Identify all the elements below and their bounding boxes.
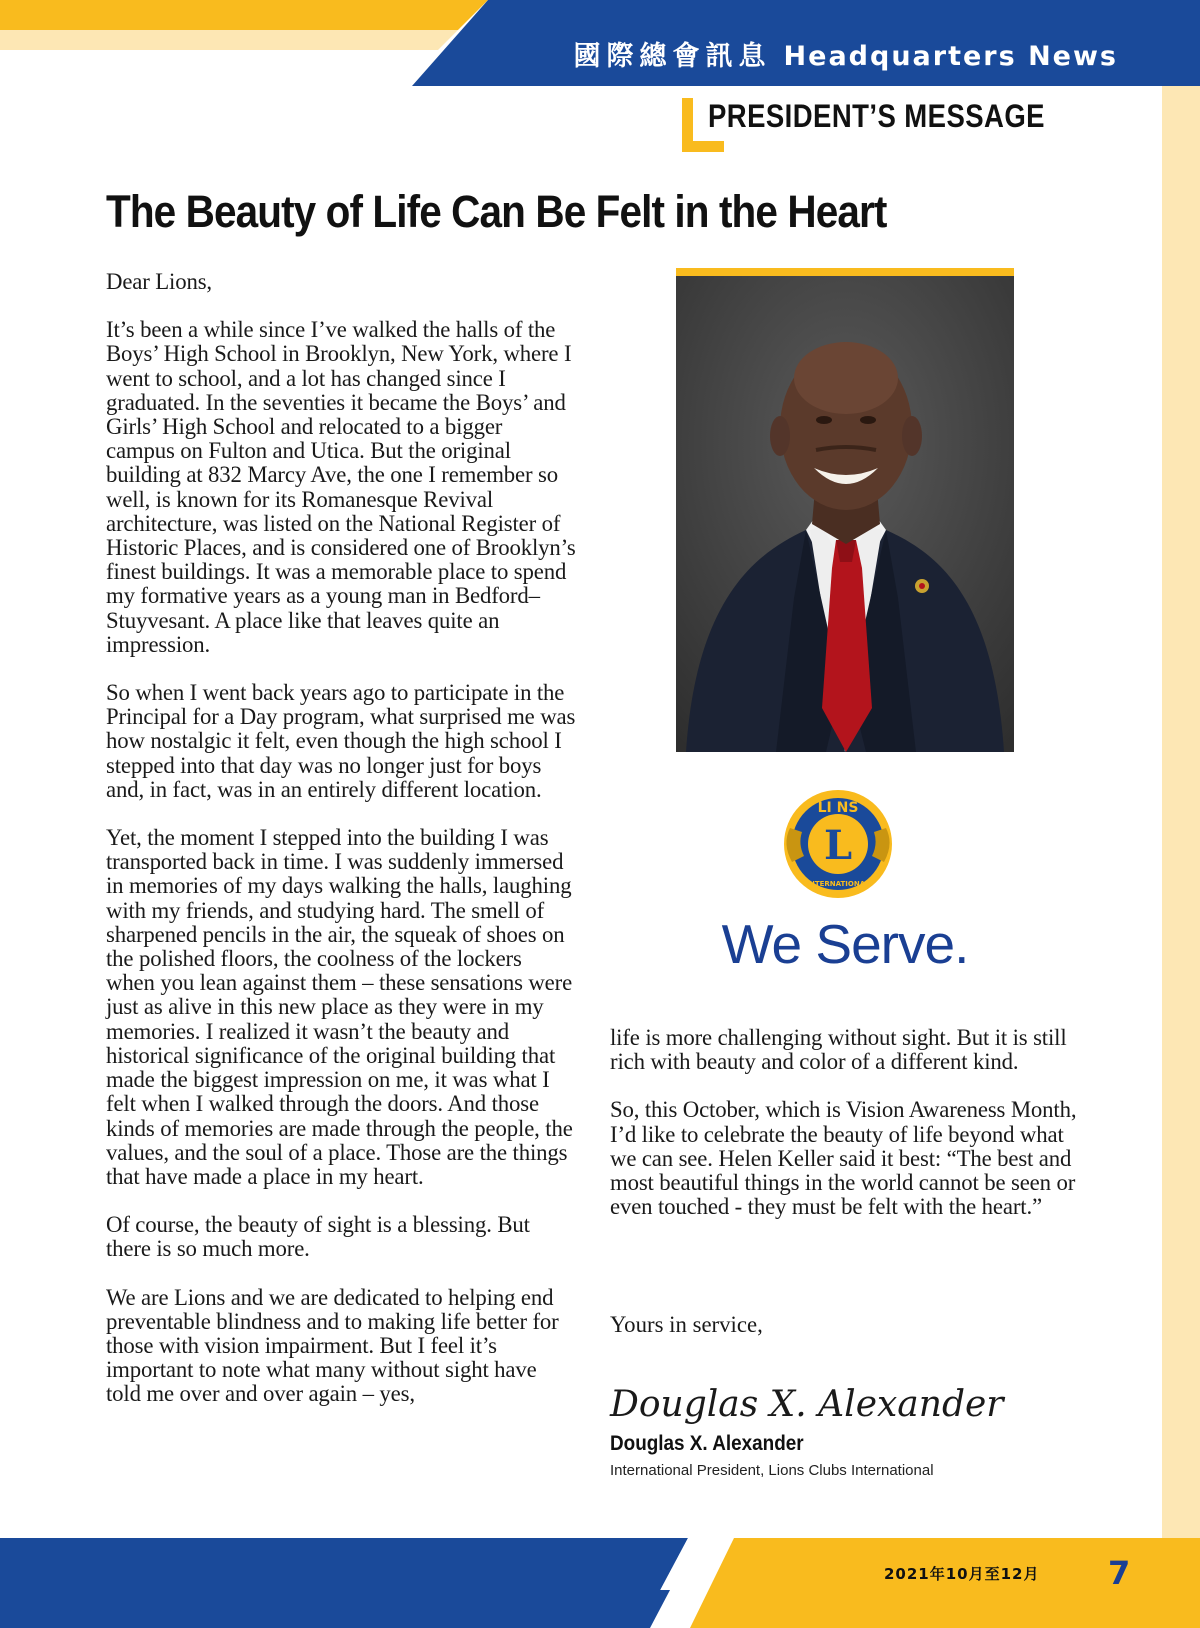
logo-ring-top: LI NS xyxy=(817,800,859,816)
paragraph: Yet, the moment I stepped into the building I was transported back in time. I was suddenly immersed in memories of my days walking the halls, laughing with my friends, and studying hard. The smell of sharpened pencils in the air, the squeak of shoes on the polished floors, the coolness of the lockers when you lean against them – these sensations were just as alive in this new place as they were in my memories. I realized it wasn’t the beauty and historical significance of the original building that made the biggest impression on me, it was what I felt when I walked through the doors. And those kinds of memories are made through the people, the values, and the soul of a place. Those are the things that have made a place in my heart. xyxy=(106,825,573,1189)
header-title-chinese: 國際總會訊息 xyxy=(573,41,772,72)
paragraph: We are Lions and we are dedicated to helping end preventable blindness and to making life better for those with vision impairment. But I feel it’s important to note what many without sight have told me over and over again – yes, xyxy=(106,1284,559,1407)
paragraph: Of course, the beauty of sight is a blessing. But there is so much more. xyxy=(106,1212,530,1262)
paragraph: It’s been a while since I’ve walked the halls of the Boys’ High School in Brooklyn, New York, where I went to school, and a lot has changed since I graduated. In the seventies it became the Boys’ and Girls’ High School and relocated to a bigger campus on Fulton and Utica. But the original building at 832 Marcy Ave, the one I remember so well, is known for its Romanesque Revival architecture, was listed on the National Register of Historic Places, and is considered one of Brooklyn’s finest buildings. It was a memorable place to spend my formative years as a young man in Bedford–Stuyvesant. A place like that leaves quite an impression. xyxy=(106,317,576,657)
signer-title: International President, Lions Clubs International xyxy=(610,1462,934,1479)
signer-name: Douglas X. Alexander xyxy=(610,1432,804,1455)
salutation: Dear Lions, xyxy=(106,269,212,294)
section-label: PRESIDENT’S MESSAGE xyxy=(708,98,1045,134)
we-serve-slogan: We Serve. xyxy=(721,913,969,975)
right-margin-strip xyxy=(1162,86,1200,1548)
closing-line: Yours in service, xyxy=(610,1312,763,1337)
issue-date: 2021年10月至12月 xyxy=(884,1565,1040,1583)
signature-text: Douglas X. Alexander xyxy=(610,1384,1004,1425)
article-left-column xyxy=(106,270,576,1431)
portrait-photo xyxy=(676,268,1014,752)
paragraph: life is more challenging without sight. But it is still rich with beauty and color of a different kind. xyxy=(610,1025,1067,1075)
paragraph: So when I went back years ago to participate in the Principal for a Day program, what surprised me was how nostalgic it felt, even though the high school I stepped into that day was no longer just for boys and, in fact, was in an entirely different location. xyxy=(106,680,576,802)
header-title xyxy=(574,34,1118,73)
page-number: 7 xyxy=(1108,1554,1131,1592)
article-right-column xyxy=(610,1026,1080,1243)
header-title-english: Headquarters News xyxy=(783,41,1118,72)
lions-logo-icon xyxy=(782,788,894,900)
logo-letter: L xyxy=(823,822,853,869)
paragraph: So, this October, which is Vision Awareness Month, I’d like to celebrate the beauty of life beyond what we can see. Helen Keller said it best: “The best and most beautiful things in the world cannot be seen or even touched - they must be felt with the heart.” xyxy=(610,1097,1077,1220)
article-headline: The Beauty of Life Can Be Felt in the Heart xyxy=(106,186,887,237)
signature-handwritten xyxy=(606,1372,1004,1432)
logo-ring-bottom: INTERNATIONAL xyxy=(806,880,870,888)
